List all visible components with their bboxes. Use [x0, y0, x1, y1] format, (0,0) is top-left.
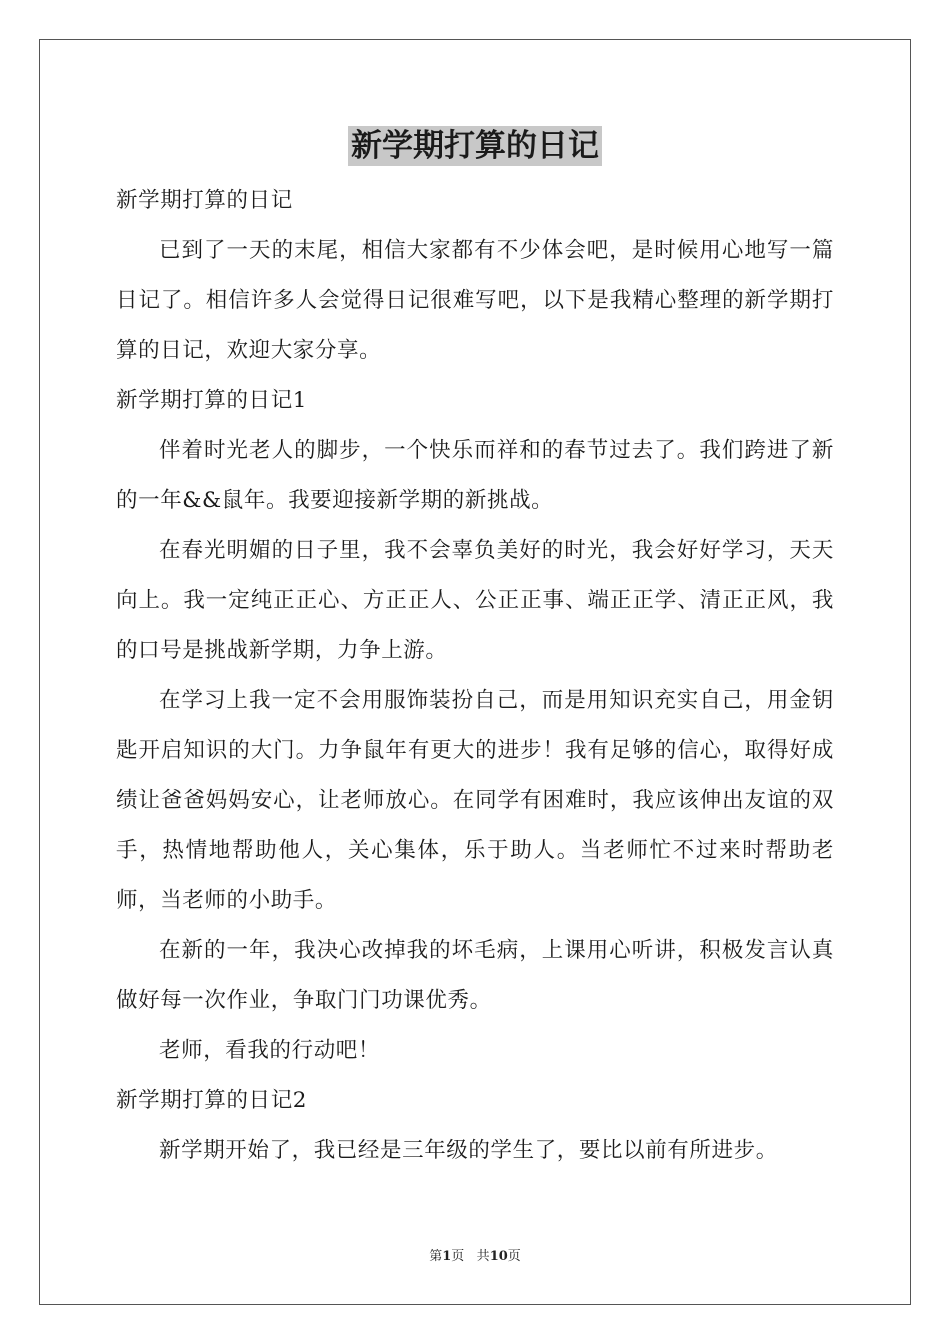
section-heading: 新学期打算的日记2 [116, 1088, 308, 1113]
footer-prefix: 第 [429, 1249, 443, 1264]
body-paragraph: 在春光明媚的日子里，我不会辜负美好的时光，我会好好学习，天天向上。我一定纯正正心、方正正人、公正正事、端正正学、清正正风，我的口号是挑战新学期，力争上游。 [116, 538, 834, 663]
section-heading: 新学期打算的日记1 [116, 388, 308, 413]
body-paragraph: 新学期开始了，我已经是三年级的学生了，要比以前有所进步。 [159, 1138, 778, 1163]
document-body [116, 176, 834, 1176]
page-footer [0, 1248, 950, 1266]
body-paragraph: 在学习上我一定不会用服饰装扮自己，而是用知识充实自己，用金钥匙开启知识的大门。力争鼠年有更大的进步！我有足够的信心，取得好成绩让爸爸妈妈安心，让老师放心。在同学有困难时，我应该伸出友谊的双手，热情地帮助他人，关心集体，乐于助人。当老师忙不过来时帮助老师，当老师的小助手。 [116, 688, 834, 913]
document-title: 新学期打算的日记 [348, 126, 602, 166]
section-heading: 新学期打算的日记 [116, 188, 293, 213]
body-paragraph: 伴着时光老人的脚步，一个快乐而祥和的春节过去了。我们跨进了新的一年&&鼠年。我要迎接新学期的新挑战。 [116, 438, 834, 513]
body-paragraph: 老师，看我的行动吧！ [159, 1038, 381, 1063]
footer-page-number: 1 [442, 1249, 452, 1264]
body-paragraph: 在新的一年，我决心改掉我的坏毛病，上课用心听讲，积极发言认真做好每一次作业，争取门门功课优秀。 [116, 938, 834, 1013]
title-container [0, 126, 950, 166]
footer-page-unit: 页 [451, 1249, 465, 1264]
body-paragraph: 已到了一天的末尾，相信大家都有不少体会吧，是时候用心地写一篇日记了。相信许多人会觉得日记很难写吧，以下是我精心整理的新学期打算的日记，欢迎大家分享。 [116, 238, 834, 363]
footer-total-prefix: 共 [476, 1249, 490, 1264]
footer-total-pages: 10 [489, 1249, 508, 1264]
footer-total-unit: 页 [507, 1249, 521, 1264]
